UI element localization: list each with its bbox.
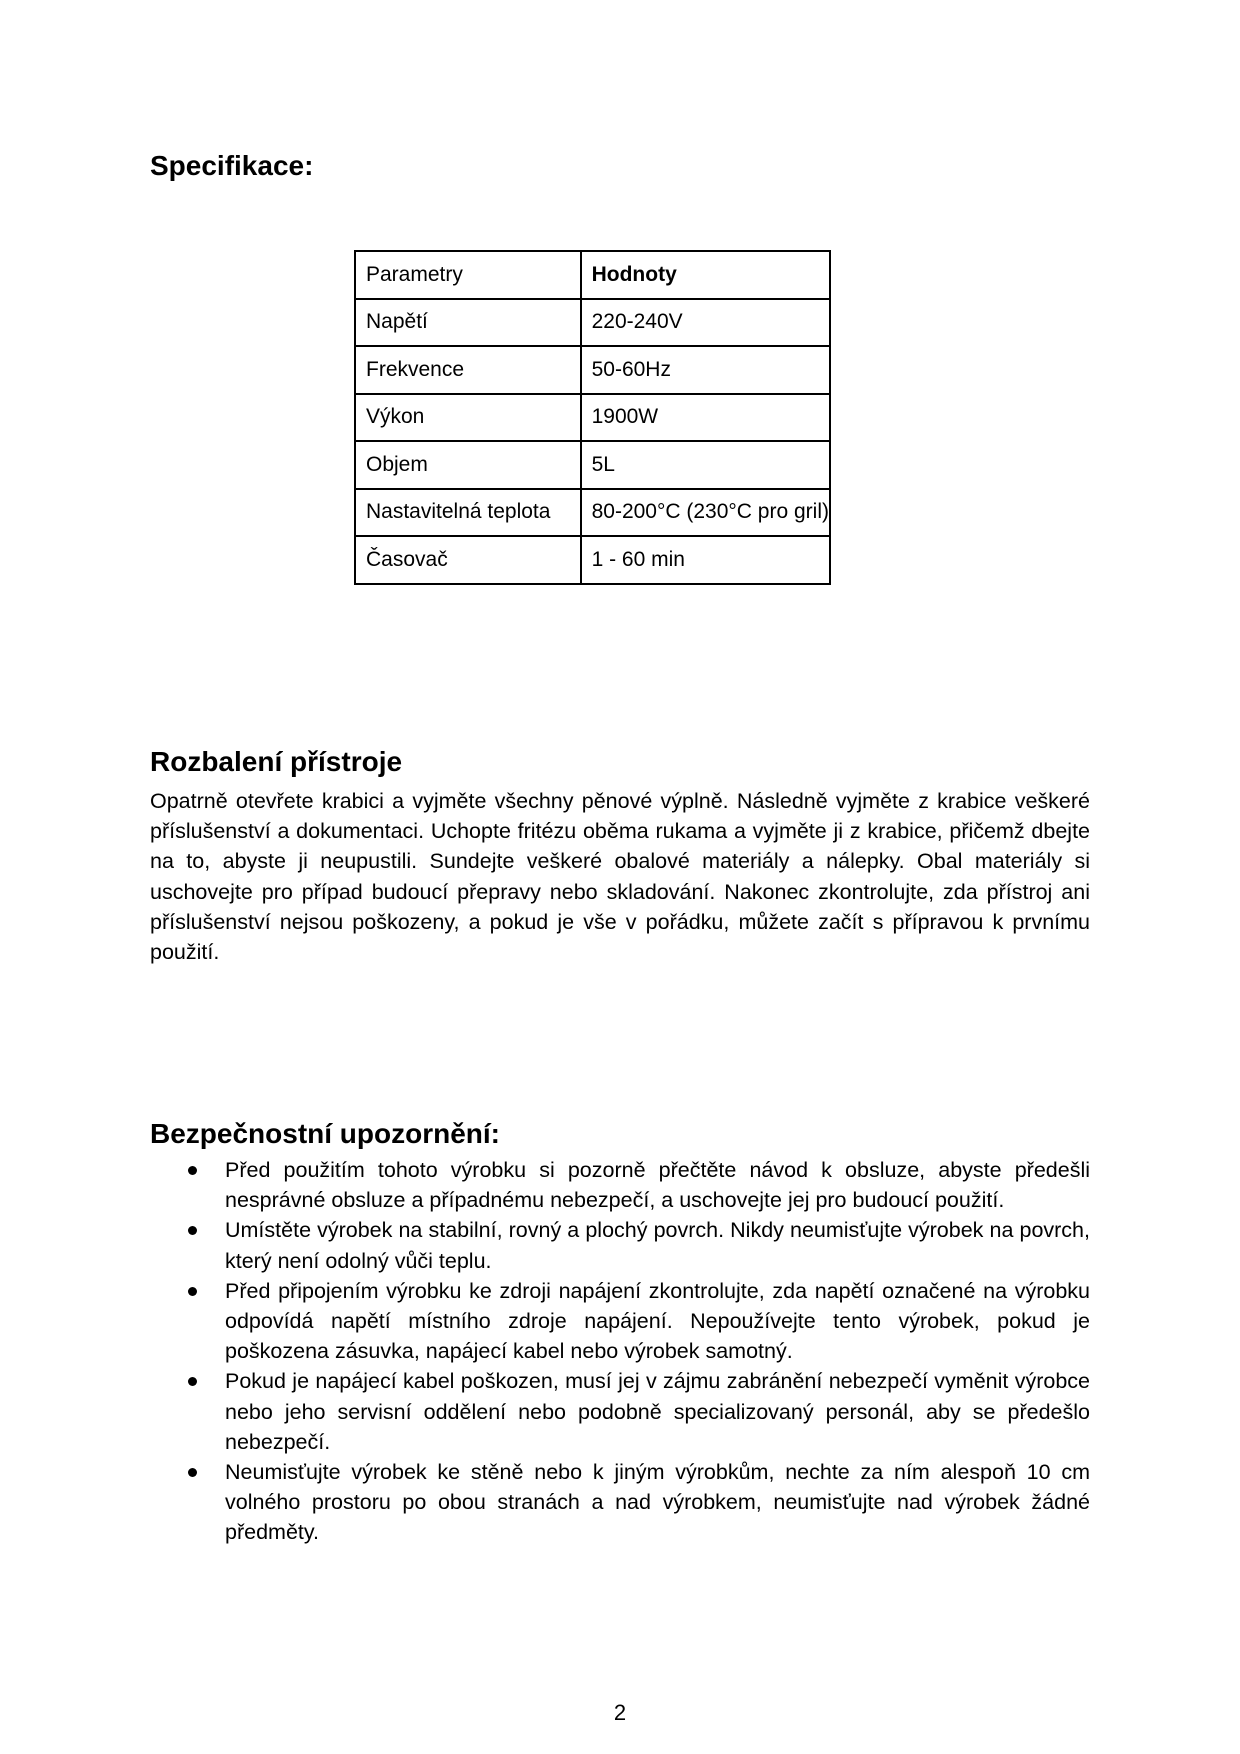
page-number: 2 [613,1700,627,1725]
table-header-parameter: Parametry [355,251,581,299]
bullet-icon [188,1166,197,1175]
table-header-row [355,251,830,299]
table-row [355,441,830,489]
table-cell-parameter: Nastavitelná teplota [355,489,581,537]
list-item [150,1215,1090,1275]
table-row [355,536,830,584]
bullet-icon [188,1226,197,1235]
bullet-icon [188,1468,197,1477]
bullet-icon [188,1377,197,1386]
unpacking-paragraph: Opatrně otevřete krabici a vyjměte všechny pěnové výplně. Následně vyjměte z krabice veškeré příslušenství a dokumentaci. Uchopte fritézu oběma rukama a vyjměte ji z krabice, přičemž dbejte na to, abyste ji neupustili. Sundejte veškeré obalové materiály a nálepky. Obal materiály si uschovejte pro případ budoucí přepravy nebo skladování. Nakonec zkontrolujte, zda přístroj ani příslušenství nejsou poškozeny, a pokud je vše v pořádku, můžete začít s přípravou k prvnímu použití. [150,789,1090,965]
table-row [355,489,830,537]
list-item [150,1457,1090,1548]
unpacking-heading: Rozbalení přístroje [150,746,403,777]
table-row [355,346,830,394]
list-item [150,1276,1090,1367]
table-cell-value: 220-240V [581,299,830,347]
list-item-text: Před připojením výrobku ke zdroji napájení zkontrolujte, zda napětí označené na výrobku odpovídá napětí místního zdroje napájení. Nepoužívejte tento výrobek, pokud je poškozena zásuvka, napájecí kabel nebo výrobek samotný. [225,1278,1090,1364]
list-item [150,1155,1090,1215]
table-header-value: Hodnoty [581,251,830,299]
table-cell-value: 50-60Hz [581,346,830,394]
list-item-text: Neumisťujte výrobek ke stěně nebo k jiným výrobkům, nechte za ním alespoň 10 cm volného prostoru po obou stranách a nad výrobkem, neumisťujte nad výrobek žádné předměty. [225,1460,1090,1545]
safety-list [150,1155,1090,1548]
table-row [355,394,830,442]
table-cell-parameter: Napětí [355,299,581,347]
list-item [150,1366,1090,1457]
table-cell-parameter: Frekvence [355,346,581,394]
safety-heading: Bezpečnostní upozornění: [150,1118,500,1149]
specifications-table [354,250,831,585]
table-cell-parameter: Časovač [355,536,581,584]
list-item-text: Před použitím tohoto výrobku si pozorně přečtěte návod k obsluze, abyste předešli nesprávné obsluze a případnému nebezpečí, a uschovejte jej pro budoucí použití. [225,1158,1090,1213]
list-item-text: Pokud je napájecí kabel poškozen, musí jej v zájmu zabránění nebezpečí vyměnit výrobce nebo jeho servisní oddělení nebo podobně specializovaný personál, aby se předešlo nebezpečí. [225,1369,1090,1454]
table-cell-value: 80-200°C (230°C pro gril) [581,489,830,537]
bullet-icon [188,1287,197,1296]
table-cell-value: 5L [581,441,830,489]
table-cell-parameter: Objem [355,441,581,489]
specifications-heading: Specifikace: [150,150,314,181]
table-row [355,299,830,347]
table-cell-value: 1900W [581,394,830,442]
table-cell-value: 1 - 60 min [581,536,830,584]
list-item-text: Umístěte výrobek na stabilní, rovný a plochý povrch. Nikdy neumisťujte výrobek na povrch, který není odolný vůči teplu. [225,1218,1090,1273]
table-cell-parameter: Výkon [355,394,581,442]
